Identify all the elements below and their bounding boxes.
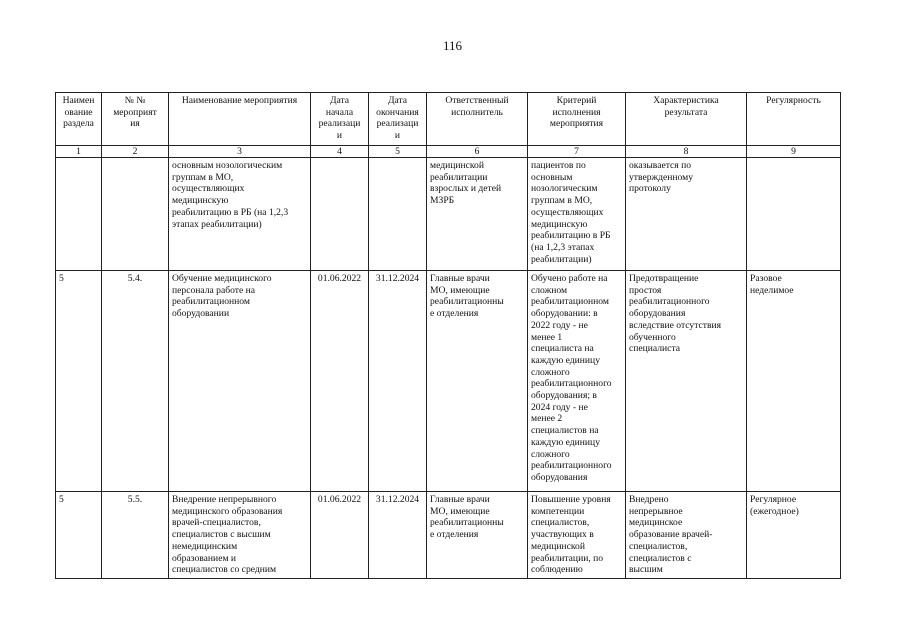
cell-result: Внедрено непрерывное медицинское образование врачей- специалистов, специалистов с высшим: [626, 492, 747, 579]
table-row: [56, 158, 841, 271]
cell-end-date: 31.12.2024: [369, 492, 427, 579]
cell-section: [56, 158, 102, 271]
cell-start-date: 01.06.2022: [311, 492, 369, 579]
cell-regularity: Разовое неделимое: [747, 271, 841, 492]
header-section: Наимен ование раздела: [56, 93, 102, 146]
table-header-row: [56, 93, 841, 146]
cell-criterion: пациентов по основным нозологическим группам в МО, осуществляющих медицинскую реабилитацию в РБ (на 1,2,3 этапах реабилитации): [528, 158, 626, 271]
cell-number: 5.5.: [102, 492, 169, 579]
table-row: [56, 492, 841, 579]
header-criterion: Критерий исполнения мероприятия: [528, 93, 626, 146]
cell-activity-name: Внедрение непрерывного медицинского образования врачей-специалистов, специалистов с высшим немедицинским образованием и специалистов со средним: [169, 492, 311, 579]
table-row: [56, 271, 841, 492]
cell-activity-name: Обучение медицинского персонала работе на реабилитационном оборудовании: [169, 271, 311, 492]
cell-number: 5.4.: [102, 271, 169, 492]
header-activity-name: Наименование мероприятия: [169, 93, 311, 146]
column-number: 3: [169, 146, 311, 158]
header-result: Характеристика результата: [626, 93, 747, 146]
cell-result: оказывается по утвержденному протоколу: [626, 158, 747, 271]
cell-start-date: 01.06.2022: [311, 271, 369, 492]
cell-criterion: Обучено работе на сложном реабилитационном оборудовании: в 2022 году - не менее 1 специалиста на каждую единицу сложного реабилитационного оборудования; в 2024 году - не менее 2 специалистов на каждую единицу сложного реабилитационного оборудования: [528, 271, 626, 492]
cell-criterion: Повышение уровня компетенции специалистов, участвующих в медицинской реабилитации, по соблюдению: [528, 492, 626, 579]
column-number: 4: [311, 146, 369, 158]
column-number: 6: [427, 146, 528, 158]
activities-table: [55, 92, 841, 579]
cell-start-date: [311, 158, 369, 271]
header-start-date: Дата начала реализаци и: [311, 93, 369, 146]
column-number: 9: [747, 146, 841, 158]
header-end-date: Дата окончания реализаци и: [369, 93, 427, 146]
cell-section: 5: [56, 492, 102, 579]
cell-responsible: Главные врачи МО, имеющие реабилитационны е отделения: [427, 271, 528, 492]
cell-regularity: Регулярное (ежегодное): [747, 492, 841, 579]
column-number: 5: [369, 146, 427, 158]
column-number: 8: [626, 146, 747, 158]
cell-number: [102, 158, 169, 271]
cell-end-date: 31.12.2024: [369, 271, 427, 492]
cell-responsible: медицинской реабилитации взрослых и детей МЗРБ: [427, 158, 528, 271]
cell-activity-name: основным нозологическим группам в МО, осуществляющих медицинскую реабилитацию в РБ (на 1,2,3 этапах реабилитации): [169, 158, 311, 271]
cell-result: Предотвращение простоя реабилитационного оборудования вследствие отсутствия обученного специалиста: [626, 271, 747, 492]
header-number: № № мероприят ия: [102, 93, 169, 146]
header-responsible: Ответственный исполнитель: [427, 93, 528, 146]
cell-regularity: [747, 158, 841, 271]
header-regularity: Регулярность: [747, 93, 841, 146]
page-number: 116: [442, 38, 463, 53]
column-numbers-row: [56, 146, 841, 158]
column-number: 2: [102, 146, 169, 158]
column-number: 1: [56, 146, 102, 158]
column-number: 7: [528, 146, 626, 158]
cell-section: 5: [56, 271, 102, 492]
cell-responsible: Главные врачи МО, имеющие реабилитационны е отделения: [427, 492, 528, 579]
cell-end-date: [369, 158, 427, 271]
